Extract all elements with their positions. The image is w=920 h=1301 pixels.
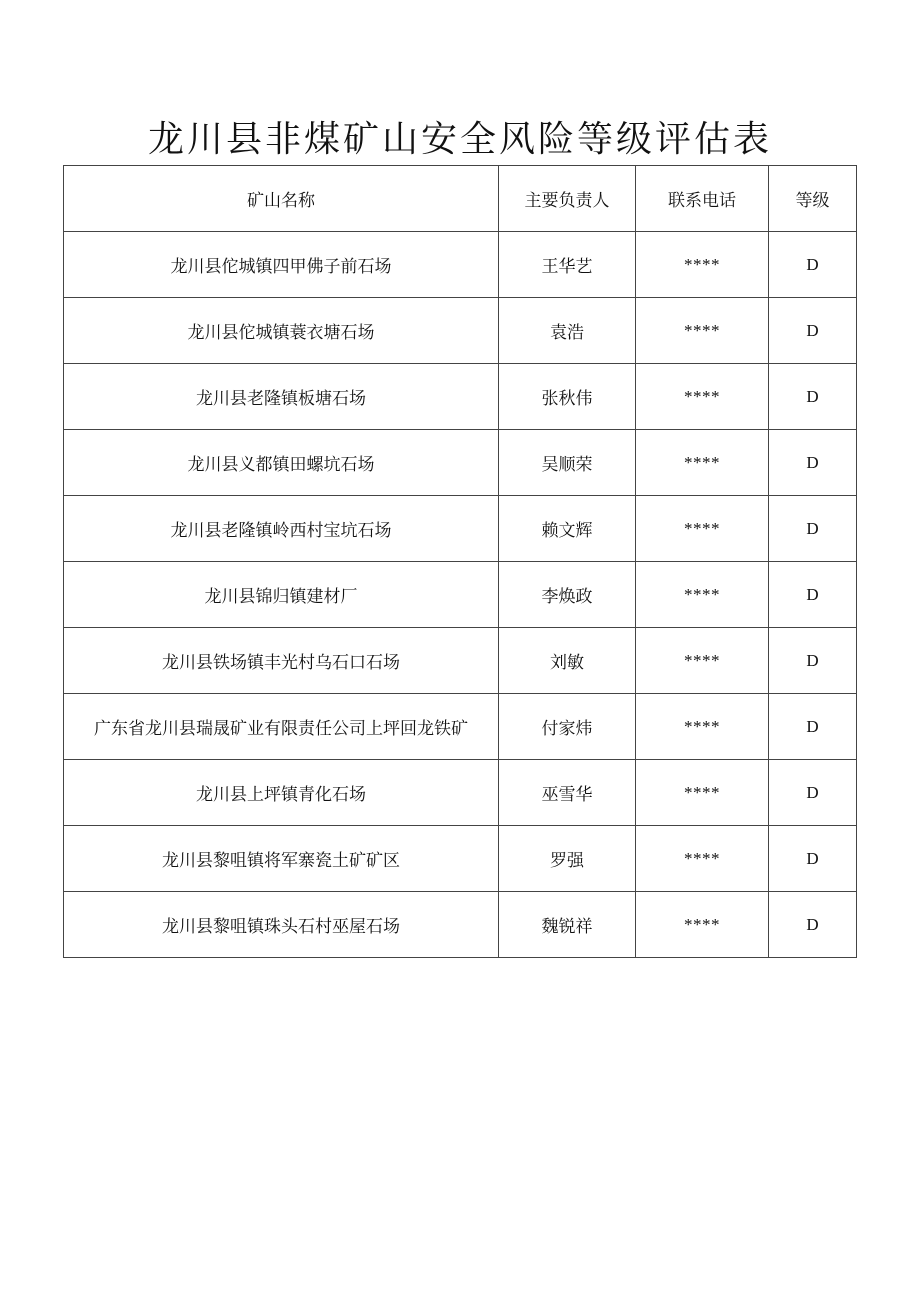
phone-cell: **** [636,496,769,562]
header-grade: 等级 [769,166,857,232]
table-row [64,628,857,694]
person-cell: 罗强 [499,826,636,892]
mine-name-cell: 龙川县黎咀镇将军寨瓷土矿矿区 [64,826,499,892]
page-title: 龙川县非煤矿山安全风险等级评估表 [147,119,772,160]
person-cell: 王华艺 [499,232,636,298]
mine-name-cell: 龙川县佗城镇四甲佛子前石场 [64,232,499,298]
risk-assessment-table [63,165,857,958]
table-row [64,430,857,496]
grade-cell: D [769,430,857,496]
person-cell: 袁浩 [499,298,636,364]
table-row [64,826,857,892]
phone-cell: **** [636,694,769,760]
person-cell: 李焕政 [499,562,636,628]
mine-name-cell: 龙川县老隆镇岭西村宝坑石场 [64,496,499,562]
grade-cell: D [769,232,857,298]
table-row [64,496,857,562]
table-row [64,364,857,430]
phone-cell: **** [636,562,769,628]
mine-name-cell: 广东省龙川县瑞晟矿业有限责任公司上坪回龙铁矿 [64,694,499,760]
phone-cell: **** [636,826,769,892]
grade-cell: D [769,694,857,760]
mine-name-cell: 龙川县佗城镇蓑衣塘石场 [64,298,499,364]
grade-cell: D [769,364,857,430]
grade-cell: D [769,826,857,892]
phone-cell: **** [636,760,769,826]
person-cell: 赖文辉 [499,496,636,562]
phone-cell: **** [636,364,769,430]
table-row [64,232,857,298]
table-row [64,892,857,958]
phone-cell: **** [636,232,769,298]
grade-cell: D [769,892,857,958]
table-row [64,562,857,628]
phone-cell: **** [636,298,769,364]
phone-cell: **** [636,628,769,694]
mine-name-cell: 龙川县黎咀镇珠头石村巫屋石场 [64,892,499,958]
header-main-person: 主要负责人 [499,166,636,232]
phone-cell: **** [636,892,769,958]
grade-cell: D [769,298,857,364]
person-cell: 吴顺荣 [499,430,636,496]
person-cell: 付家炜 [499,694,636,760]
grade-cell: D [769,628,857,694]
grade-cell: D [769,562,857,628]
person-cell: 刘敏 [499,628,636,694]
person-cell: 巫雪华 [499,760,636,826]
grade-cell: D [769,496,857,562]
table-header-row [64,166,857,232]
mine-name-cell: 龙川县上坪镇青化石场 [64,760,499,826]
table-row [64,694,857,760]
person-cell: 张秋伟 [499,364,636,430]
phone-cell: **** [636,430,769,496]
mine-name-cell: 龙川县锦归镇建材厂 [64,562,499,628]
person-cell: 魏锐祥 [499,892,636,958]
header-mine-name: 矿山名称 [64,166,499,232]
header-phone: 联系电话 [636,166,769,232]
mine-name-cell: 龙川县义都镇田螺坑石场 [64,430,499,496]
mine-name-cell: 龙川县老隆镇板塘石场 [64,364,499,430]
table-row [64,760,857,826]
table-row [64,298,857,364]
grade-cell: D [769,760,857,826]
mine-name-cell: 龙川县铁场镇丰光村乌石口石场 [64,628,499,694]
